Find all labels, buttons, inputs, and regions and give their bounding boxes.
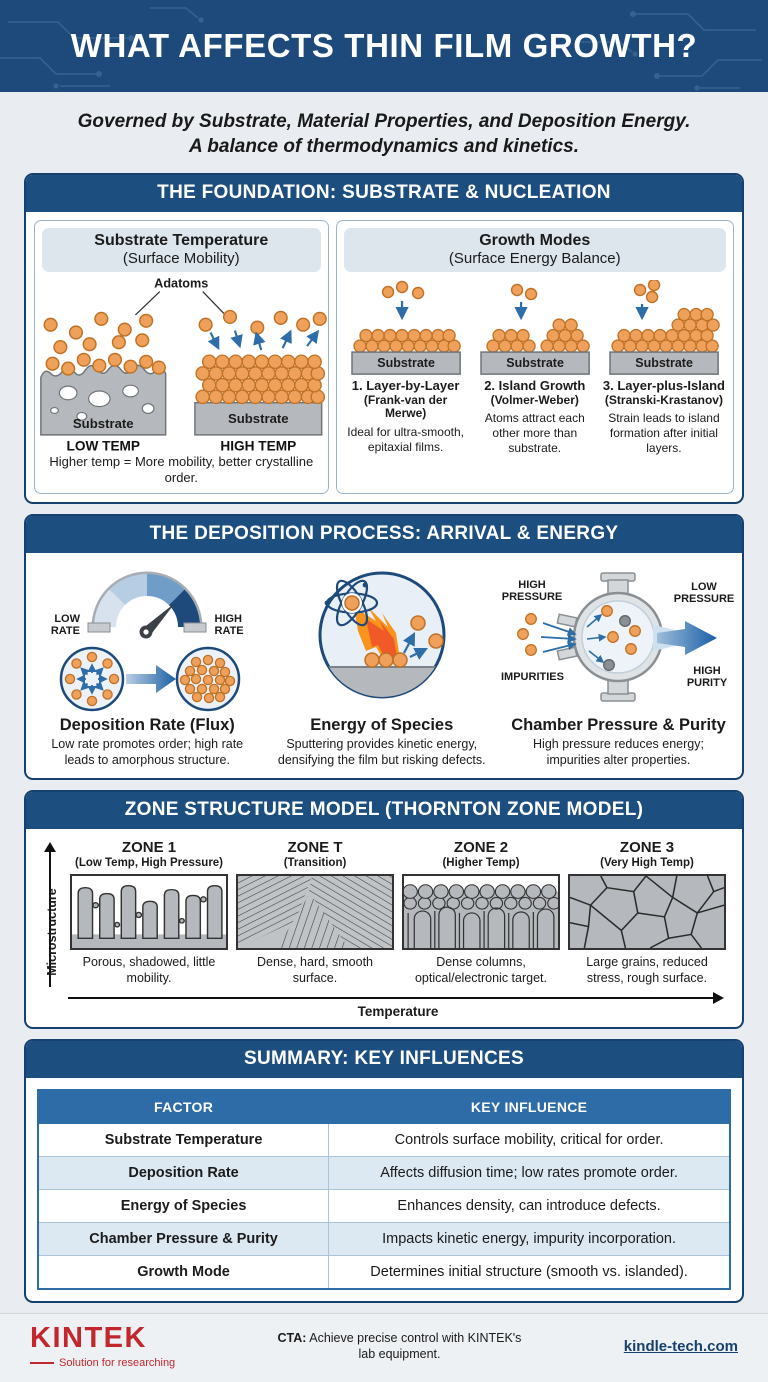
factor-cell: Chamber Pressure & Purity	[38, 1222, 329, 1255]
page-title: WHAT AFFECTS THIN FILM GROWTH?	[70, 27, 698, 64]
layer-by-layer-diagram	[344, 280, 468, 376]
cta-label: CTA:	[277, 1330, 307, 1345]
growth-mode-island	[473, 280, 597, 456]
adatoms-label: Adatoms	[154, 276, 209, 291]
temperature-axis	[66, 987, 730, 1021]
brand-name: KINTEK	[30, 1321, 147, 1354]
section-summary	[24, 1039, 744, 1303]
low-substrate-label: Substrate	[72, 415, 134, 431]
x-axis-line	[68, 997, 722, 999]
panel-substrate-temperature	[34, 220, 329, 495]
high-purity-label: HIGH PURITY	[686, 665, 728, 690]
high-temp-diagram	[195, 310, 326, 453]
high-temp-label: HIGH TEMP	[220, 438, 297, 454]
mode-name: 3. Layer-plus-Island	[602, 377, 725, 393]
section-zone-model-title: ZONE STRUCTURE MODEL (THORNTON ZONE MODEL)	[26, 792, 742, 829]
low-rate-label: LOW RATE	[50, 613, 80, 638]
zone-condition: (Transition)	[283, 857, 347, 870]
zone-name: ZONE 2	[453, 839, 509, 857]
zone-name: ZONE T	[287, 839, 343, 857]
zone-2	[398, 839, 564, 986]
influence-cell: Enhances density, can introduce defects.	[329, 1189, 730, 1222]
panel-growth-modes	[336, 220, 734, 495]
zone-3	[564, 839, 730, 986]
summary-table	[37, 1089, 731, 1290]
chamber-pressure-column	[501, 561, 736, 768]
panel-title: Substrate Temperature	[94, 231, 269, 249]
zone-desc: Dense columns, optical/electronic target.	[414, 955, 547, 985]
mode-desc: Ideal for ultra-smooth, epitaxial films.	[347, 425, 464, 454]
low-temp-diagram	[44, 312, 152, 353]
mode-alias: (Stranski-Krastanov)	[604, 392, 723, 407]
high-rate-label: HIGH RATE	[214, 613, 244, 638]
substrate-label: Substrate	[505, 355, 564, 370]
factor-cell: Substrate Temperature	[38, 1123, 329, 1156]
influence-cell: Determines initial structure (smooth vs. islanded).	[329, 1255, 730, 1289]
zone-desc: Large grains, reduced stress, rough surface.	[586, 955, 708, 985]
substrate-label: Substrate	[376, 355, 435, 370]
energy-desc: Sputtering provides kinetic energy, densifying the film but risking defects.	[277, 737, 486, 767]
deposition-rate-column	[32, 561, 263, 768]
summary-table-header-row	[38, 1090, 730, 1124]
column-header-factor: FACTOR	[38, 1090, 329, 1124]
energy-of-species-diagram	[302, 561, 462, 713]
table-row	[38, 1189, 730, 1222]
island-growth-diagram	[473, 280, 597, 376]
x-axis-label: Temperature	[357, 1003, 439, 1019]
intro-subtitle	[0, 92, 768, 173]
panel-growth-modes-header	[344, 228, 726, 272]
high-pressure-label: HIGH PRESSURE	[501, 579, 563, 604]
panel-subtitle: (Surface Mobility)	[122, 249, 240, 267]
mode-name: 1. Layer-by-Layer	[351, 377, 460, 393]
layer-plus-island-diagram	[602, 280, 726, 376]
cta-text-block	[274, 1330, 524, 1363]
zone-condition: (Very High Temp)	[600, 857, 694, 870]
panel-title: Growth Modes	[479, 231, 591, 249]
low-temp-label: LOW TEMP	[66, 438, 141, 454]
brand-logo	[30, 1321, 176, 1369]
substrate-temp-caption: Higher temp = More mobility, better crystalline order.	[49, 453, 314, 485]
zone-desc: Porous, shadowed, little mobility.	[82, 955, 216, 985]
zoneT-texture	[236, 874, 394, 950]
zone3-texture	[568, 874, 726, 950]
zone-t	[232, 839, 398, 986]
section-deposition-title: THE DEPOSITION PROCESS: ARRIVAL & ENERGY	[26, 516, 742, 553]
zone2-texture	[402, 874, 560, 950]
low-pressure-label: LOW PRESSURE	[673, 581, 735, 606]
section-deposition-process	[24, 514, 744, 780]
table-row	[38, 1123, 730, 1156]
chamber-title: Chamber Pressure & Purity	[511, 716, 726, 735]
footer	[0, 1313, 768, 1382]
infographic-header	[0, 0, 768, 92]
cta-body: Achieve precise control with KINTEK's lab equipment.	[306, 1330, 522, 1362]
flux-desc: Low rate promotes order; high rate leads to amorphous structure.	[51, 737, 244, 767]
zone-desc: Dense, hard, smooth surface.	[256, 955, 374, 985]
subtitle-line-2: A balance of thermodynamics and kinetics.	[189, 136, 579, 158]
mode-name: 2. Island Growth	[484, 377, 586, 393]
tagline-text: Solution for researching	[59, 1356, 176, 1369]
table-row	[38, 1255, 730, 1289]
section-foundation-title: THE FOUNDATION: SUBSTRATE & NUCLEATION	[26, 175, 742, 212]
brand-tagline	[30, 1357, 175, 1369]
table-row	[38, 1156, 730, 1189]
substrate-label: Substrate	[635, 355, 693, 370]
mode-desc: Atoms attract each other more than substrate.	[484, 411, 585, 455]
subtitle-line-1: Governed by Substrate, Material Properties, and Deposition Energy.	[77, 111, 691, 132]
high-substrate-label: Substrate	[227, 410, 289, 426]
flux-title: Deposition Rate (Flux)	[59, 716, 235, 735]
zone-name: ZONE 3	[619, 839, 675, 857]
zone-condition: (Higher Temp)	[442, 857, 520, 870]
substrate-temperature-diagram	[35, 274, 328, 454]
y-axis-label: Microstructure	[45, 888, 59, 977]
factor-cell: Energy of Species	[38, 1189, 329, 1222]
impurities-label: IMPURITIES	[501, 671, 564, 684]
influence-cell: Controls surface mobility, critical for order.	[329, 1123, 730, 1156]
zone-1	[66, 839, 232, 986]
mode-alias: (Volmer-Weber)	[490, 392, 579, 407]
growth-mode-layer-by-layer	[344, 280, 468, 456]
zone-condition: (Low Temp, High Pressure)	[74, 857, 224, 870]
chamber-desc: High pressure reduces energy; impurities alter properties.	[533, 737, 704, 767]
zone1-texture	[70, 874, 228, 950]
table-row	[38, 1222, 730, 1255]
column-header-key-influence: KEY INFLUENCE	[329, 1090, 730, 1124]
zone-name: ZONE 1	[121, 839, 177, 857]
energy-of-species-column	[267, 561, 498, 768]
microstructure-axis	[38, 839, 66, 986]
energy-title: Energy of Species	[310, 716, 454, 735]
factor-cell: Growth Mode	[38, 1255, 329, 1289]
panel-substrate-temperature-header	[42, 228, 321, 272]
panel-subtitle: (Surface Energy Balance)	[448, 249, 621, 267]
section-summary-title: SUMMARY: KEY INFLUENCES	[26, 1041, 742, 1078]
section-foundation	[24, 173, 744, 505]
mode-desc: Strain leads to island formation after initial layers.	[608, 411, 720, 455]
section-zone-model	[24, 790, 744, 1028]
growth-mode-layer-plus-island	[602, 280, 726, 456]
x-axis-arrowhead	[713, 992, 730, 1004]
tagline-dash-decoration	[30, 1362, 54, 1364]
influence-cell: Affects diffusion time; low rates promote order.	[329, 1156, 730, 1189]
mode-alias: (Frank-van der Merwe)	[363, 392, 448, 421]
factor-cell: Deposition Rate	[38, 1156, 329, 1189]
influence-cell: Impacts kinetic energy, impurity incorporation.	[329, 1222, 730, 1255]
website-link[interactable]: kindle-tech.com	[623, 1337, 738, 1355]
